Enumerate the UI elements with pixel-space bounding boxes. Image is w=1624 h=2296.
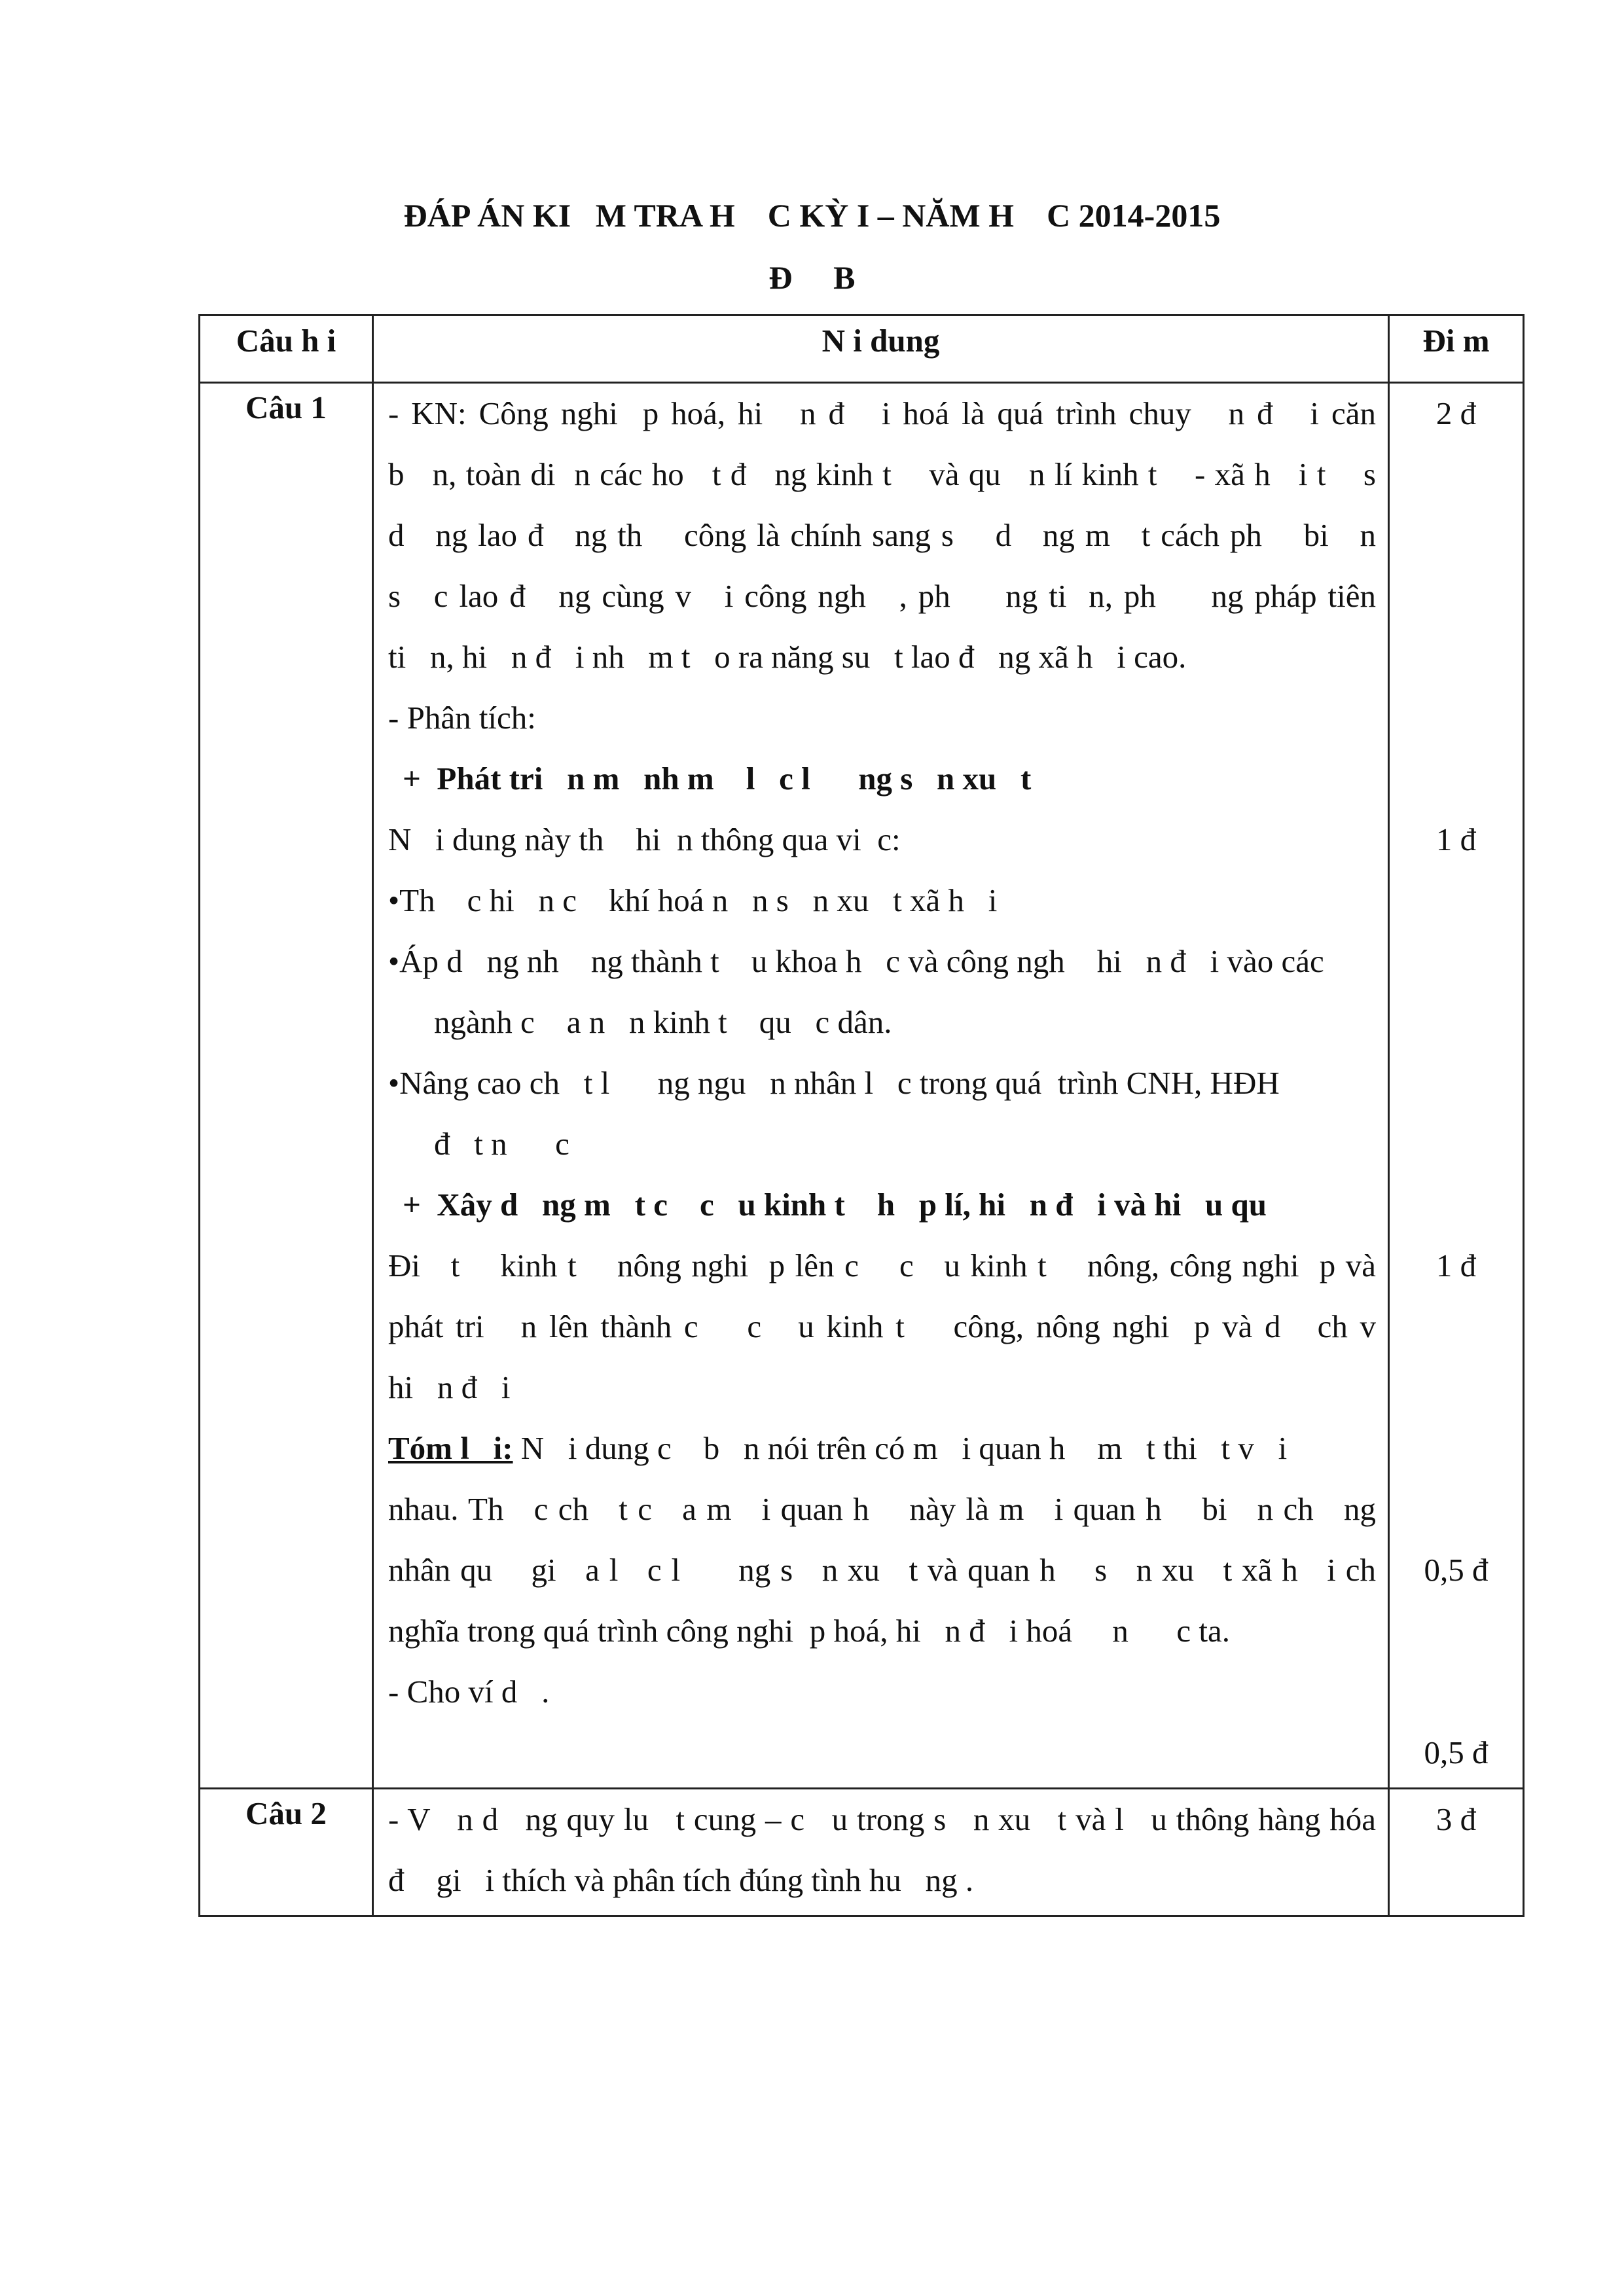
summary-text: N i dung c b n nói trên có m i quan h m t thi t v i — [520, 1430, 1288, 1466]
question-label: Câu 1 — [200, 383, 373, 1789]
content-line: nhau. Th c ch t c a m i quan h này là m i quan h bi n ch ng — [388, 1491, 1376, 1527]
score-column — [1389, 383, 1524, 1789]
content-line: - V n d ng quy lu t cung – c u trong s n xu t và l u thông hàng hóa — [388, 1801, 1376, 1837]
score-value: 0,5 đ — [1424, 1734, 1489, 1770]
bullet-text: Áp d ng nh ng thành t u khoa h c và công ngh hi n đ i vào các — [399, 943, 1324, 979]
content-line: b n, toàn di n các ho t đ ng kinh t và qu n lí kinh t - xã h i t s — [388, 456, 1376, 492]
table-header-row — [200, 315, 1524, 383]
table-row — [200, 383, 1524, 1789]
content-line: hi n đ i — [388, 1369, 511, 1405]
score-value: 3 đ — [1435, 1801, 1477, 1837]
question-label: Câu 2 — [200, 1789, 373, 1916]
score-value: 2 đ — [1435, 395, 1477, 431]
answer-table — [198, 314, 1525, 1917]
content-line: - KN: Công nghi p hoá, hi n đ i hoá là quá trình chuy n đ i căn — [388, 395, 1376, 431]
score-value: 0,5 đ — [1424, 1552, 1489, 1588]
content-line: - Cho ví d . — [388, 1674, 550, 1710]
score-value: 1 đ — [1435, 1247, 1477, 1283]
score-column — [1389, 1789, 1524, 1916]
content-line: - Phân tích: — [388, 700, 536, 736]
content-line: đ gi i thích và phân tích đúng tình hu ng . — [388, 1862, 974, 1898]
document-title: ĐÁP ÁN KI M TRA H C KỲ I – NĂM H C 2014-2015 — [403, 197, 1221, 234]
answer-content — [373, 383, 1389, 1789]
content-line: nhân qu gi a l c l ng s n xu t và quan h s n xu t xã h i ch — [388, 1552, 1376, 1588]
bullet-text: Nâng cao ch t l ng ngu n nhân l c trong quá trình CNH, HĐH — [399, 1065, 1280, 1101]
content-line: nghĩa trong quá trình công nghi p hoá, hi n đ i hoá n c ta. — [388, 1613, 1231, 1649]
content-line: Đi t kinh t nông nghi p lên c c u kinh t nông, công nghi p và — [388, 1247, 1376, 1283]
table-row — [200, 1789, 1524, 1916]
header-content: N i dung — [373, 315, 1389, 383]
header-score: Đi m — [1389, 315, 1524, 383]
header-question: Câu h i — [200, 315, 373, 383]
content-line: phát tri n lên thành c c u kinh t công, nông nghi p và d ch v — [388, 1308, 1376, 1344]
content-line: d ng lao đ ng th công là chính sang s d ng m t cách ph bi n — [388, 517, 1376, 553]
section-heading: + Xây d ng m t c c u kinh t h p lí, hi n đ i và hi u qu — [403, 1187, 1267, 1223]
section-heading: + Phát tri n m nh m l c l ng s n xu t — [403, 761, 1032, 797]
content-line: ngành c a n n kinh t qu c dân. — [434, 1004, 892, 1040]
content-line: N i dung này th hi n thông qua vi c: — [388, 821, 901, 857]
summary-label: Tóm l i: — [388, 1430, 513, 1466]
content-line: s c lao đ ng cùng v i công ngh , ph ng ti n, ph ng pháp tiên — [388, 578, 1376, 614]
content-line: ti n, hi n đ i nh m t o ra năng su t lao đ ng xã h i cao. — [388, 639, 1187, 675]
content-line: đ t n c — [434, 1126, 569, 1162]
bullet-item — [388, 935, 1376, 996]
bullet-text: Th c hi n c khí hoá n n s n xu t xã h i — [399, 882, 998, 918]
exam-code: Đ B — [768, 259, 856, 296]
bullet-item — [388, 874, 1376, 935]
bullet-item — [388, 1057, 1376, 1118]
answer-content — [373, 1789, 1389, 1916]
score-value: 1 đ — [1435, 821, 1477, 857]
summary-line — [388, 1422, 1376, 1483]
